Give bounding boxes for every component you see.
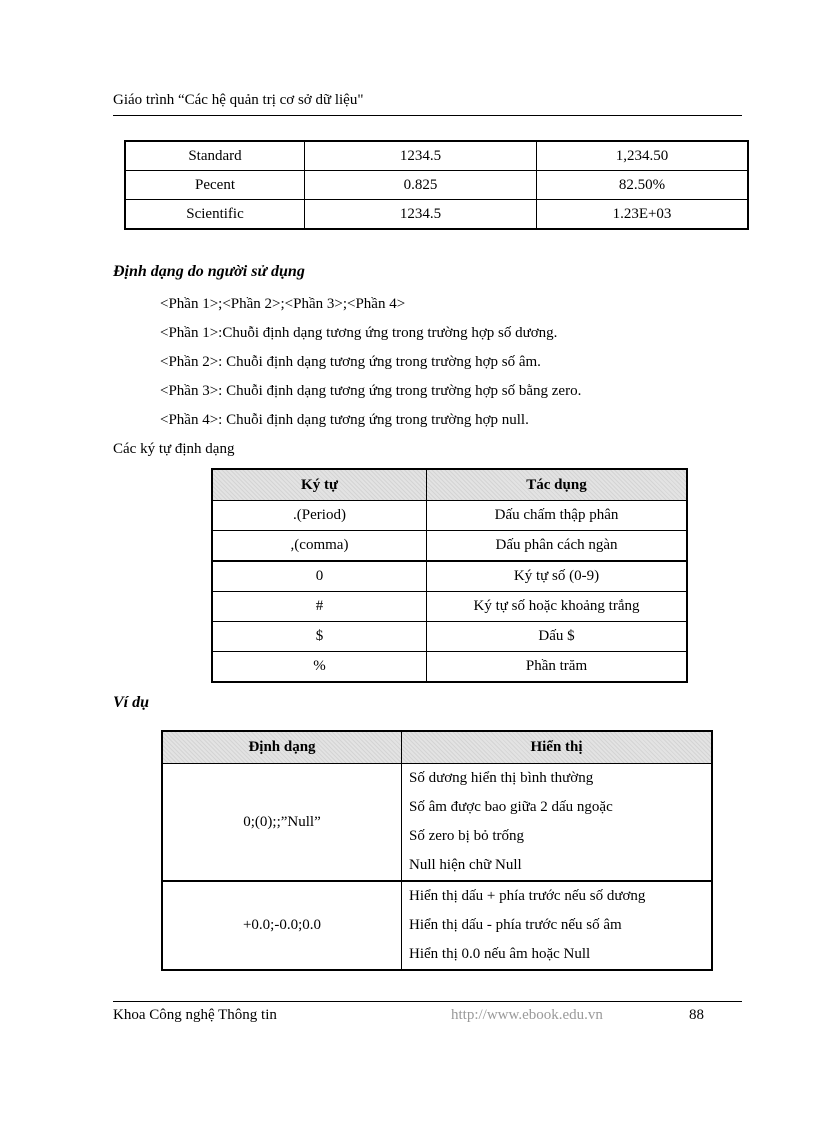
display-value-cell: 82.50% xyxy=(537,171,749,200)
description-line: Hiển thị dấu + phía trước nếu số dương xyxy=(409,888,646,904)
effect-cell: Ký tự số hoặc khoảng trắng xyxy=(427,592,688,622)
effect-cell: Ký tự số (0-9) xyxy=(427,561,688,592)
paragraph-line: <Phần 1>:Chuỗi định dạng tương ứng trong trường hợp số dương. xyxy=(160,325,558,341)
paragraph-line: <Phần 2>: Chuỗi định dạng tương ứng trong trường hợp số âm. xyxy=(160,354,541,370)
column-header: Ký tự xyxy=(212,469,427,501)
column-header: Hiển thị xyxy=(402,731,713,764)
column-header: Định dạng xyxy=(162,731,402,764)
table-row xyxy=(125,141,748,171)
display-description-cell xyxy=(402,881,713,970)
paragraph-line: <Phần 1>;<Phần 2>;<Phần 3>;<Phần 4> xyxy=(160,296,406,312)
display-description-cell xyxy=(402,764,713,882)
char-cell: .(Period) xyxy=(212,501,427,531)
table-header-row xyxy=(162,731,712,764)
column-header: Tác dụng xyxy=(427,469,688,501)
footer-url-link[interactable]: http://www.ebook.edu.vn xyxy=(451,1007,603,1023)
display-value-cell: 1,234.50 xyxy=(537,141,749,171)
char-cell: % xyxy=(212,652,427,683)
table-row xyxy=(125,171,748,200)
custom-format-heading: Định dạng do người sử dụng xyxy=(113,263,305,280)
char-cell: ,(comma) xyxy=(212,531,427,562)
char-cell: # xyxy=(212,592,427,622)
paragraph-line: <Phần 4>: Chuỗi định dạng tương ứng trong trường hợp null. xyxy=(160,412,529,428)
format-name-cell: Scientific xyxy=(125,200,305,230)
header-rule xyxy=(113,115,742,116)
description-line: Hiển thị dấu - phía trước nếu số âm xyxy=(409,917,622,933)
description-line: Số dương hiển thị bình thường xyxy=(409,770,594,786)
input-value-cell: 1234.5 xyxy=(305,200,537,230)
description-line: Hiển thị 0.0 nếu âm hoặc Null xyxy=(409,946,591,962)
table-row xyxy=(212,622,687,652)
effect-cell: Dấu $ xyxy=(427,622,688,652)
example-table xyxy=(161,730,713,971)
example-heading: Ví dụ xyxy=(113,694,150,711)
description-line: Số âm được bao giữa 2 dấu ngoặc xyxy=(409,799,613,815)
input-value-cell: 1234.5 xyxy=(305,141,537,171)
table-row xyxy=(162,764,712,882)
table-row xyxy=(212,652,687,683)
input-value-cell: 0.825 xyxy=(305,171,537,200)
display-value-cell: 1.23E+03 xyxy=(537,200,749,230)
effect-cell: Dấu chấm thập phân xyxy=(427,501,688,531)
format-chars-label: Các ký tự định dạng xyxy=(113,441,235,457)
table-row xyxy=(125,200,748,230)
char-cell: 0 xyxy=(212,561,427,592)
page-number: 88 xyxy=(689,1007,704,1023)
effect-cell: Dấu phân cách ngàn xyxy=(427,531,688,562)
description-line: Null hiện chữ Null xyxy=(409,857,522,873)
description-line: Số zero bị bỏ trống xyxy=(409,828,524,844)
format-name-cell: Standard xyxy=(125,141,305,171)
footer-department: Khoa Công nghệ Thông tin xyxy=(113,1007,277,1023)
char-cell: $ xyxy=(212,622,427,652)
format-name-cell: Pecent xyxy=(125,171,305,200)
table-row xyxy=(212,501,687,531)
table-row xyxy=(212,561,687,592)
table-header-row xyxy=(212,469,687,501)
paragraph-line: <Phần 3>: Chuỗi định dạng tương ứng trong trường hợp số bằng zero. xyxy=(160,383,582,399)
table-row xyxy=(212,531,687,562)
format-chars-table xyxy=(211,468,688,683)
format-string-cell: +0.0;-0.0;0.0 xyxy=(162,881,402,970)
format-string-cell: 0;(0);;”Null” xyxy=(162,764,402,882)
effect-cell: Phần trăm xyxy=(427,652,688,683)
header-title: Giáo trình “Các hệ quản trị cơ sở dữ liệu" xyxy=(113,92,364,108)
footer-rule xyxy=(113,1001,742,1002)
table-row xyxy=(212,592,687,622)
table-row xyxy=(162,881,712,970)
format-table xyxy=(124,140,749,230)
